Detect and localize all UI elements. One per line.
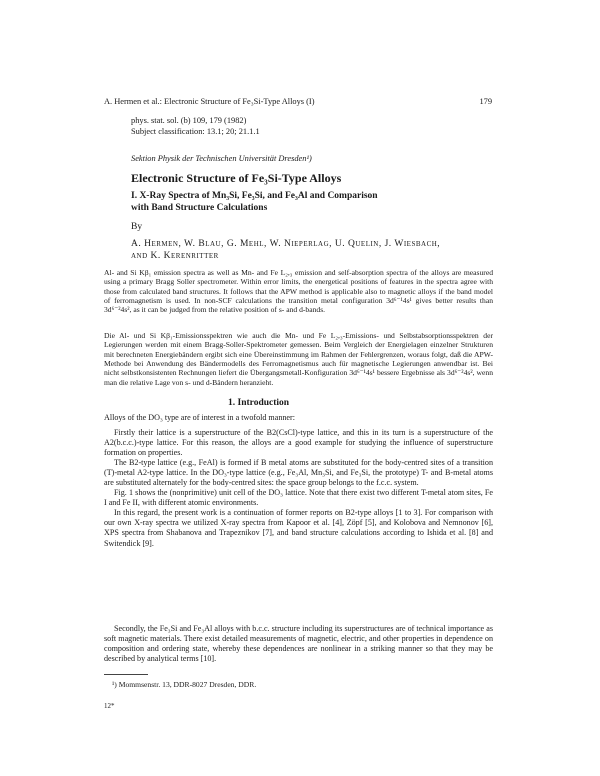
- affiliation: Sektion Physik der Technischen Universität Dresden¹): [131, 154, 312, 163]
- footnote: ¹) Mommsenstr. 13, DDR-8027 Dresden, DDR.: [112, 680, 257, 689]
- running-head: [104, 97, 492, 106]
- authors-line-1: A. Hermen, W. Blau, G. Mehl, W. Nieperlag, U. Quelin, J. Wiesbach,: [131, 239, 441, 249]
- journal-citation: phys. stat. sol. (b) 109, 179 (1982): [131, 116, 247, 125]
- footnote-divider: [104, 674, 148, 675]
- signature-mark: 12*: [104, 702, 115, 710]
- paragraph: In this regard, the present work is a continuation of former reports on B2-type alloys [1 to 3]. For comparison with our own X-ray spectra we utilized X-ray spectra from Kapoor et al. [4], Zöpf [5], and Kolobova and Nemnonov [6], XPS spectra from Shabanova and Trapeznikov [7], and band structure calculations according to Ishida et al. [8] and Switendick [9].: [104, 508, 493, 548]
- section-heading: 1. Introduction: [228, 398, 290, 408]
- intro-lead: Alloys of the DO₃ type are of interest in a twofold manner:: [104, 413, 295, 422]
- abstract-english: Al- and Si Kβ₁ emission spectra as well as Mn- and Fe L₂,₃ emission and self-absorption spectra of the alloys are measured using a primary Bragg Soller spectrometer. Within error limits, the energetical positions of features in the spectra agree with those from calculated band structures. It follows that the APW method is applicable also to magnetic alloys if the band model of ferromagnetism is used. In non-SCF calculations the transition metal configuration 3d⁶⁻¹4s¹ gives better results than 3d⁶⁻²4s², as it can be judged from the relative position of s- and d-bands.: [104, 268, 493, 315]
- by-label: By: [131, 222, 143, 232]
- subject-classification: Subject classification: 13.1; 20; 21.1.1: [131, 126, 260, 136]
- intro-paragraph-secondly: [104, 624, 493, 664]
- subtitle-line-1: I. X-Ray Spectra of Mn₃Si, Fe₃Si, and Fe₃Al and Comparison: [131, 191, 378, 201]
- abstract-german: Die Al- und Si Kβ₁-Emissionsspektren wie auch die Mn- und Fe L₂,₃-Emissions- und Selbstabsorptionsspektren der Legierungen werden mit einem Bragg-Soller-Spektrometer gemessen. Beim Vergleich der Energielagen einzelner Strukturen mit berechneten Energiebändern ergibt sich eine Übereinstimmung im Rahmen der Fehlergrenzen, woraus folgt, daß die APW-Methode bei Anwendung des Bändermodells des Ferromagnetismus auch für magnetische Legierungen anwendbar ist. Bei nicht selbstkonsistenten Rechnungen liefert die Übergangsmetall-Konfiguration 3d⁶⁻¹4s¹ bessere Ergebnisse als 3d⁶⁻²4s², wenn man die relative Lage von s- und d-Bändern heranzieht.: [104, 331, 493, 387]
- paper-title: Electronic Structure of Fe₃Si-Type Alloys: [131, 171, 342, 185]
- intro-paragraphs: [104, 428, 493, 549]
- page-number: 179: [479, 97, 492, 106]
- running-head-text: A. Hermen et al.: Electronic Structure of Fe₃Si-Type Alloys (I): [104, 97, 315, 106]
- paper-subtitle: [131, 191, 461, 214]
- author-list: [131, 238, 496, 262]
- paragraph: Secondly, the Fe₃Si and Fe₃Al alloys with b.c.c. structure including its superstructures are of technical importance as soft magnetic materials. There exist detailed measurements of magnetic, electric, and other properties in dependence on composition and ordering state, whereby these dependences are nonlinear in a striking manner so that they may be described by analytical terms [10].: [104, 624, 493, 664]
- subtitle-line-2: with Band Structure Calculations: [131, 202, 268, 213]
- paragraph: Firstly their lattice is a superstructure of the B2(CsCl)-type lattice, and this in its turn is a superstructure of the A2(b.c.c.)-type lattice. For this reason, the alloys are a good example for studying the influence of superstructure formation on properties.: [104, 428, 493, 458]
- paragraph: The B2-type lattice (e.g., FeAl) is formed if B metal atoms are substituted for the body-centred sites of a transition (T)-metal A2-type lattice. In the DO₃-type lattice (e.g., Fe₃Al, Mn₃Si, and Fe₃Si, the prototype) T- and B-metal atoms are substituted alternately for the body-centred sites: the space group belongs to the f.c.c. system.: [104, 458, 493, 488]
- paragraph: Fig. 1 shows the (nonprimitive) unit cell of the DO₃ lattice. Note that there exist two different T-metal atom sites, Fe I and Fe II, with different atomic environments.: [104, 488, 493, 508]
- authors-line-2: and K. Kerenritter: [131, 251, 219, 261]
- journal-reference: [131, 116, 260, 137]
